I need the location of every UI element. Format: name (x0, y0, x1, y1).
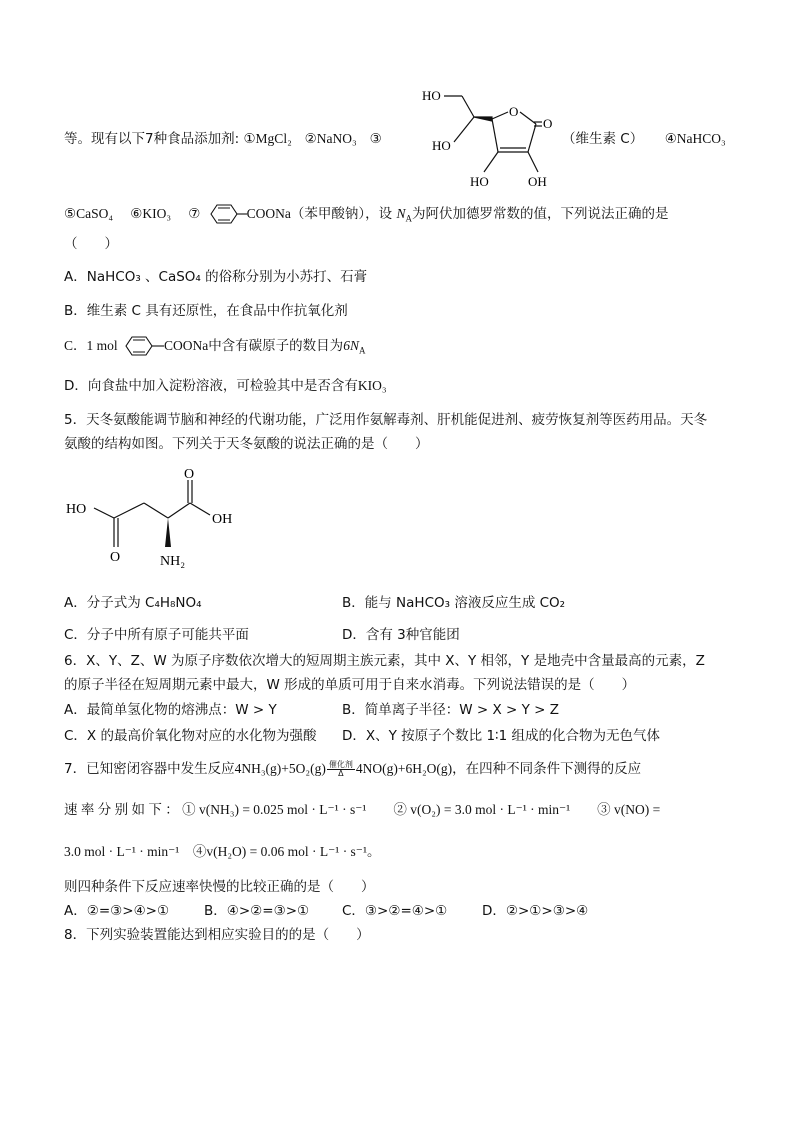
q4-option-d-formula: KIO₃ (357, 378, 387, 393)
q6-option-a: A．最简单氢化物的熔沸点：W > Y (64, 702, 277, 718)
q7-option-c: C．③>②=④>① (342, 903, 448, 919)
aspartic-acid-structure (64, 465, 254, 575)
q5-option-a: A．分子式为 C₄H₈NO₄ (64, 595, 202, 611)
q7-reactants: 4NH₃(g)+5O₂(g) (234, 761, 326, 776)
q5-option-d: D．含有 3种官能团 (342, 627, 460, 643)
q4-option-a (64, 268, 367, 286)
q4-intro-prefix: 等。现有以下 (64, 131, 145, 147)
q5-stem-line1: 5．天冬氨酸能调节脑和神经的代谢功能，广泛用作氨解毒剂、肝机能促进剂、疲劳恢复剂等医药用品。天冬 (64, 412, 708, 428)
q7-products: 4NO(g)+6H₂O(g) (355, 761, 453, 776)
q4-option-a-text: NaHCO₃ 、CaSO₄ 的俗称分别为小苏打、石膏 (86, 269, 368, 285)
additive-3: ③ (369, 131, 382, 147)
vitc-label-carbonyl-o: O (543, 116, 553, 131)
q6-option-c: C．X 的最高价氧化物对应的水化物为强酸 (64, 728, 317, 744)
q6-option-d: D．X、Y 按原子个数比 1∶1 组成的化合物为无色气体 (342, 728, 660, 744)
q7-reaction-arrow (327, 761, 355, 778)
q4-stem-suffix: 为阿伏加德罗常数的值，下列说法正确的是 (411, 206, 669, 222)
q5-stem-line2: 氨酸的结构如图。下列关于天冬氨酸的说法正确的是（ ） (64, 436, 429, 452)
q7-cond-top: 催化剂 (328, 759, 353, 769)
q7-option-a: A．②=③>④>① (64, 903, 170, 919)
q7-stem-suffix: ，在四种不同条件下测得的反应 (452, 761, 642, 777)
additive-2: ②NaNO₃ (304, 131, 357, 146)
q7-rates-line2: 3.0 mol · L⁻¹ · min⁻¹ ④v(H₂O) = 0.06 mol · L⁻¹ · s⁻¹。 (64, 844, 381, 859)
q4-intro-suffix: 种食品添加剂 (153, 131, 235, 147)
q4-option-b: B．维生素 C 具有还原性，在食品中作抗氧化剂 (64, 303, 348, 319)
vitc-label-ho-left: HO (432, 138, 451, 153)
q6-stem-line2: 的原子半径在短周期元素中最大，W 形成的单质可用于自来水消毒。下列说法错误的是（ ） (64, 677, 636, 693)
additive-5: ⑤CaSO₄ (64, 206, 114, 221)
q6-stem-line1: 6．X、Y、Z、W 为原子序数依次增大的短周期主族元素，其中 X、Y 相邻，Y 是地壳中含量最高的元素，Z (64, 653, 705, 669)
q4-additives-line2 (64, 203, 668, 228)
benzene-ring-icon-c (122, 335, 164, 357)
vitamin-c-structure (420, 84, 560, 192)
benzoate-group: COONa (246, 206, 291, 221)
q4-option-d-prefix: D．向食盐中加入淀粉溶液，可检验其中是否含有 (64, 378, 358, 394)
q7-cond-bottom: Δ (338, 768, 344, 778)
q4-option-c-group: COONa (163, 338, 209, 353)
q7-question: 则四种条件下反应速率快慢的比较正确的是（ ） (64, 879, 375, 895)
vitc-label-ho-bottom: HO (470, 174, 489, 189)
q4-option-c-mid: 中含有碳原子的数目为 (208, 338, 344, 354)
additive-1: ①MgCl₂ (243, 131, 292, 146)
vitc-label-oh-bottom: OH (528, 174, 547, 189)
additive-3-name: （维生素 C） (562, 131, 644, 147)
asp-label-ho: HO (66, 502, 87, 517)
q4-option-d (64, 377, 387, 395)
na-sub: A (405, 213, 412, 224)
asp-label-oh: OH (212, 512, 233, 527)
q4-option-c-prefix: C．1 mol (64, 338, 118, 353)
q4-option-c (64, 335, 365, 360)
asp-label-o-bottom: O (110, 550, 121, 565)
q7-rates-line1: 速 率 分 别 如 下 ： ① v(NH₃) = 0.025 mol · L⁻¹ · s⁻¹ ② v(O₂) = 3.0 mol · L⁻¹ · min⁻¹ ③ v(NO) = (64, 802, 661, 817)
q4-option-c-na-sub: A (358, 345, 366, 356)
q6-option-b: B．简单离子半径：W > X > Y > Z (342, 702, 560, 718)
additive-6: ⑥KIO₃ (130, 206, 172, 221)
additive-4: ④NaHCO₃ (664, 131, 726, 146)
q4-count: 7 (145, 131, 154, 147)
vitc-label-ring-o: O (509, 104, 519, 119)
additive-7: ⑦ (188, 206, 201, 222)
benzene-ring-icon (205, 203, 247, 225)
q7-option-b: B．④>②=③>① (204, 903, 310, 919)
q7-stem-prefix: 7．已知密闭容器中发生反应 (64, 761, 235, 777)
q4-option-a-label: A． (64, 269, 87, 285)
q8-stem: 8．下列实验装置能达到相应实验目的的是（ ） (64, 927, 370, 943)
q4-vitc-tail (562, 130, 726, 148)
q4-additives-line1: 等。现有以下7种食品添加剂: ①MgCl₂ ②NaNO₃ ③ (64, 131, 382, 147)
q4-paren: （ ） (64, 236, 118, 252)
q7-stem (64, 760, 641, 778)
q5-option-b: B．能与 NaHCO₃ 溶液反应生成 CO₂ (342, 595, 566, 611)
vitc-label-ho-top: HO (422, 88, 441, 103)
q7-option-d: D．②>①>③>④ (482, 903, 589, 919)
q4-option-c-na: N (349, 338, 359, 353)
q4-stem-prefix: ，设 (365, 206, 393, 222)
asp-label-o-top: O (184, 467, 195, 482)
q5-option-c: C．分子中所有原子可能共平面 (64, 627, 249, 643)
asp-label-nh2: NH₂ (160, 554, 186, 569)
benzoate-name: （苯甲酸钠） (290, 206, 366, 222)
q4-option-c-num: 6 (343, 338, 350, 353)
na-symbol: N (396, 206, 406, 221)
